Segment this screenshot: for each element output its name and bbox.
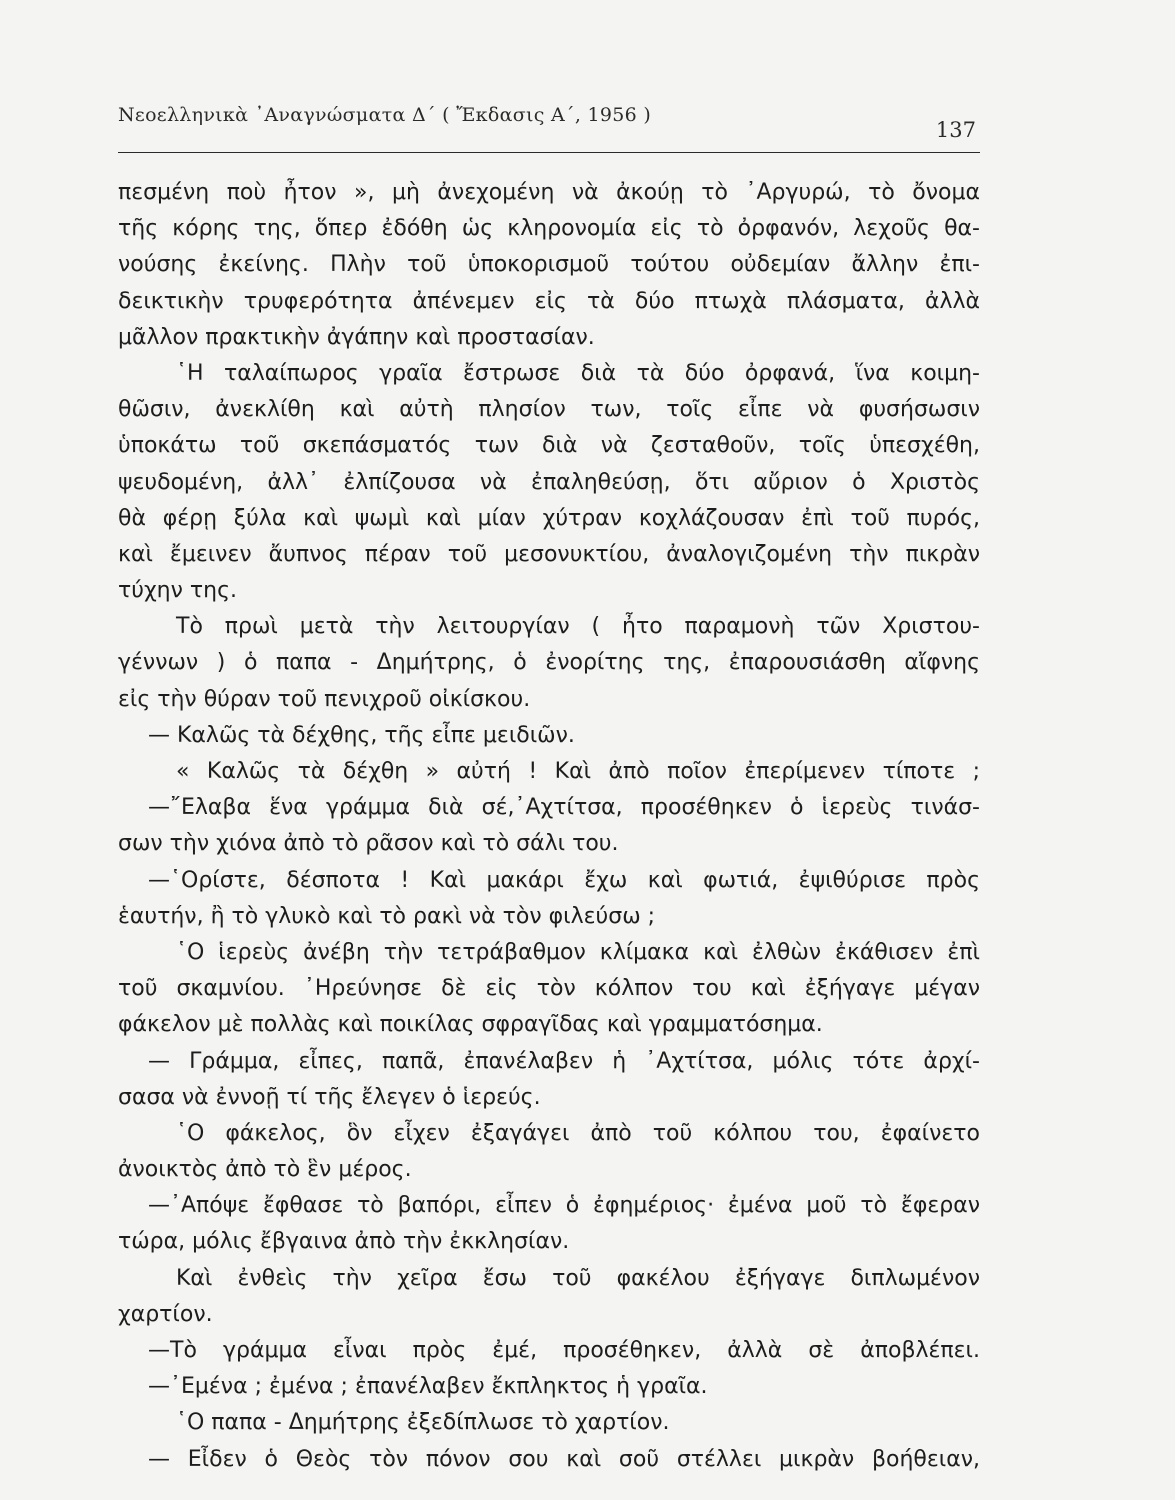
page-number: 137 <box>935 118 976 142</box>
running-title: Νεοελληνικὰ ᾿Αναγνώσματα Δ΄ ( Ἔκδασις Α΄, 1956 ) <box>118 104 652 126</box>
text-line: ψευδομένη, ἀλλ᾿ ἐλπίζουσα νὰ ἐπαληθεύσῃ, ὅτι αὔριον ὁ Χριστὸς <box>118 469 980 495</box>
text-line: —᾿Εμένα ; ἐμένα ; ἐπανέλαβεν ἔκπληκτος ἡ γραῖα. <box>148 1374 708 1400</box>
text-line: νούσης ἐκείνης. Πλὴν τοῦ ὑποκορισμοῦ τούτου οὐδεμίαν ἄλλην ἐπι- <box>118 252 980 278</box>
text-line: — Γράμμα, εἶπες, παπᾶ, ἐπανέλαβεν ἡ ᾿Αχτίτσα, μόλις τότε ἀρχί- <box>148 1048 980 1074</box>
text-line: ῾Ο παπα - Δημήτρης ἐξεδίπλωσε τὸ χαρτίον. <box>176 1410 670 1436</box>
text-line: φάκελον μὲ πολλὰς καὶ ποικίλας σφραγῖδας καὶ γραμματόσημα. <box>118 1012 823 1038</box>
text-line: —᾿Απόψε ἔφθασε τὸ βαπόρι, εἶπεν ὁ ἐφημέριος· ἐμένα μοῦ τὸ ἔφεραν <box>148 1193 980 1219</box>
text-line: σασα νὰ ἐννοῇ τί τῆς ἔλεγεν ὁ ἱερεύς. <box>118 1084 541 1110</box>
text-line: ῾Ο ἱερεὺς ἀνέβη τὴν τετράβαθμον κλίμακα καὶ ἐλθὼν ἐκάθισεν ἐπὶ <box>176 939 980 965</box>
text-line: ἀνοικτὸς ἀπὸ τὸ ἓν μέρος. <box>118 1157 412 1183</box>
text-line: « Καλῶς τὰ δέχθη » αὐτή ! Καὶ ἀπὸ ποῖον ἐπερίμενεν τίποτε ; <box>176 759 980 784</box>
text-line: — Εἶδεν ὁ Θεὸς τὸν πόνον σου καὶ σοῦ στέλλει μικρὰν βοήθειαν, <box>148 1446 980 1472</box>
text-line: σων τὴν χιόνα ἀπὸ τὸ ρᾶσον καὶ τὸ σάλι του. <box>118 831 619 857</box>
body-text <box>118 175 980 1478</box>
page-header <box>118 100 980 153</box>
text-line: χαρτίον. <box>118 1301 213 1327</box>
text-line: πεσμένη ποὺ ἦτον », μὴ ἀνεχομένη νὰ ἀκούῃ τὸ ᾿Αργυρώ, τὸ ὄνομα <box>118 180 980 205</box>
text-line: τοῦ σκαμνίου. ᾿Ηρεύνησε δὲ εἰς τὸν κόλπον του καὶ ἐξήγαγε μέγαν <box>118 976 980 1002</box>
text-line: —῎Ελαβα ἕνα γράμμα διὰ σέ,᾿Αχτίτσα, προσέθηκεν ὁ ἱερεὺς τινάσ- <box>148 795 980 821</box>
text-line: ῾Ο φάκελος, ὃν εἶχεν ἐξαγάγει ἀπὸ τοῦ κόλπου του, ἐφαίνετο <box>176 1120 980 1146</box>
text-line: — Καλῶς τὰ δέχθης, τῆς εἶπε μειδιῶν. <box>148 722 575 748</box>
text-line: ὑποκάτω τοῦ σκεπάσματός των διὰ νὰ ζεσταθοῦν, τοῖς ὑπεσχέθη, <box>118 433 980 459</box>
text-line: τύχην της. <box>118 578 238 604</box>
text-line: —῾Ορίστε, δέσποτα ! Καὶ μακάρι ἔχω καὶ φωτιά, ἐψιθύρισε πρὸς <box>148 867 980 893</box>
text-line: ῾Η ταλαίπωρος γραῖα ἔστρωσε διὰ τὰ δύο ὀρφανά, ἵνα κοιμη- <box>176 360 980 386</box>
text-line: —Τὸ γράμμα εἶναι πρὸς ἐμέ, προσέθηκεν, ἀλλὰ σὲ ἀποβλέπει. <box>148 1338 980 1363</box>
text-line: Καὶ ἐνθεὶς τὴν χεῖρα ἔσω τοῦ φακέλου ἐξήγαγε διπλωμένον <box>176 1265 980 1291</box>
text-line: θὰ φέρῃ ξύλα καὶ ψωμὶ καὶ μίαν χύτραν κοχλάζουσαν ἐπὶ τοῦ πυρός, <box>118 505 980 531</box>
text-line: τώρα, μόλις ἔβγαινα ἀπὸ τὴν ἐκκλησίαν. <box>118 1229 570 1255</box>
text-line: εἰς τὴν θύραν τοῦ πενιχροῦ οἰκίσκου. <box>118 686 531 712</box>
text-line: γέννων ) ὁ παπα - Δημήτρης, ὁ ἐνορίτης της, ἐπαρουσιάσθη αἴφνης <box>118 650 980 676</box>
text-line: καὶ ἔμεινεν ἄυπνος πέραν τοῦ μεσονυκτίου, ἀναλογιζομένη τὴν πικρὰν <box>118 541 980 567</box>
text-line: ἑαυτήν, ἢ τὸ γλυκὸ καὶ τὸ ρακὶ νὰ τὸν φιλεύσω ; <box>118 903 656 929</box>
text-line: θῶσιν, ἀνεκλίθη καὶ αὐτὴ πλησίον των, τοῖς εἶπε νὰ φυσήσωσιν <box>118 397 980 423</box>
text-line: τῆς κόρης της, ὅπερ ἐδόθη ὡς κληρονομία εἰς τὸ ὀρφανόν, λεχοῦς θα- <box>118 216 980 242</box>
text-line: Τὸ πρωὶ μετὰ τὴν λειτουργίαν ( ἦτο παραμονὴ τῶν Χριστου- <box>176 614 980 640</box>
text-line: δεικτικὴν τρυφερότητα ἀπένεμεν εἰς τὰ δύο πτωχὰ πλάσματα, ἀλλὰ <box>118 288 980 314</box>
text-line: μᾶλλον πρακτικὴν ἀγάπην καὶ προστασίαν. <box>118 324 595 350</box>
